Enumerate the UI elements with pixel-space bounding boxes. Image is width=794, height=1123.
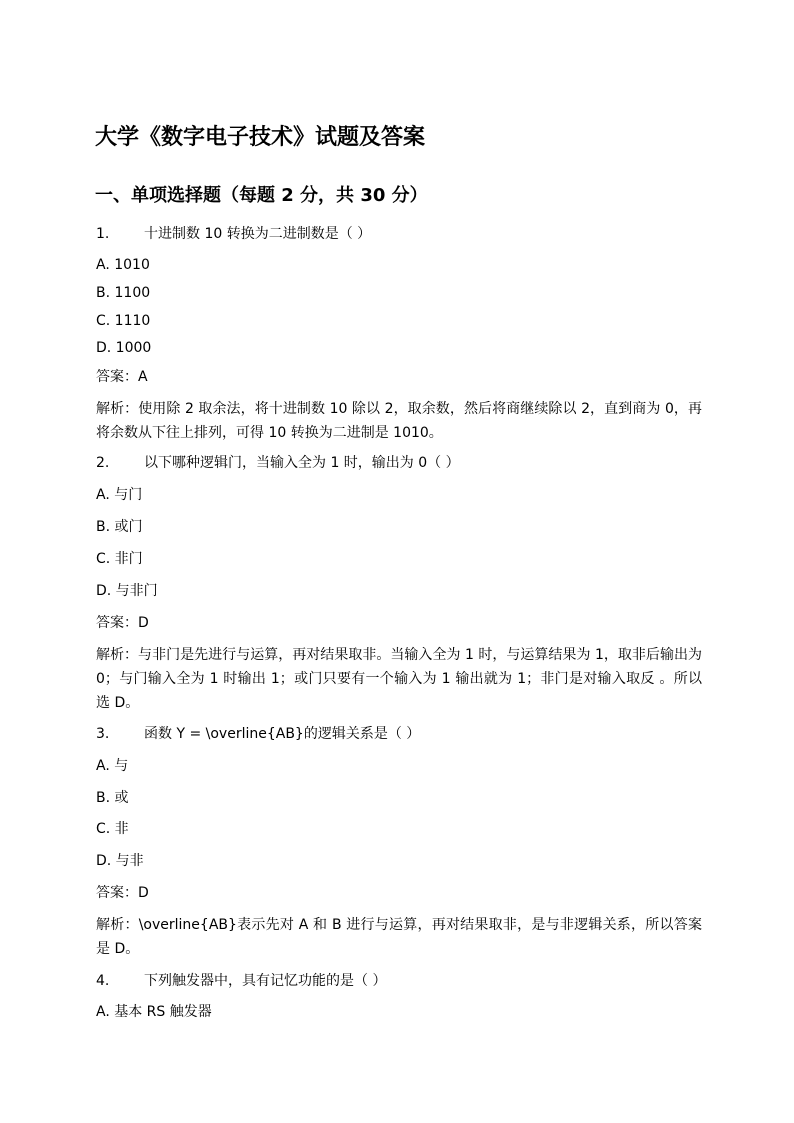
section-heading: 一、单项选择题（每题 2 分，共 30 分） xyxy=(95,185,428,206)
question-text: 十进制数 10 转换为二进制数是（ ） xyxy=(144,226,372,242)
question-text: 下列触发器中，具有记忆功能的是（ ） xyxy=(144,973,387,989)
question-1-explanation: 解析：使用除 2 取余法，将十进制数 10 除以 2，取余数，然后将商继续除以 2，直到商为 0，再将余数从下往上排列，可得 10 转换为二进制是 1010。 xyxy=(96,401,702,441)
document-title: 大学《数字电子技术》试题及答案 xyxy=(95,125,426,150)
question-1-option-c: C. 1110 xyxy=(96,313,151,329)
question-3-option-d: D. 与非 xyxy=(96,853,144,869)
question-1-option-a: A. 1010 xyxy=(96,257,150,273)
question-1-answer: 答案：A xyxy=(96,369,148,385)
question-2-answer: 答案：D xyxy=(96,615,149,631)
question-number: 2. xyxy=(96,455,110,471)
question-4-option-a: A. 基本 RS 触发器 xyxy=(96,1004,212,1020)
question-text: 以下哪种逻辑门，当输入全为 1 时，输出为 0（ ） xyxy=(144,455,460,471)
question-4-stem xyxy=(96,970,386,992)
question-3-explanation: 解析：\overline{AB}表示先对 A 和 B 进行与运算，再对结果取非，是与非逻辑关系，所以答案是 D。 xyxy=(96,917,702,957)
question-2-option-b: B. 或门 xyxy=(96,519,143,535)
question-2-option-a: A. 与门 xyxy=(96,487,143,503)
question-2-option-d: D. 与非门 xyxy=(96,583,158,599)
question-3-option-a: A. 与 xyxy=(96,758,129,774)
question-3-option-c: C. 非 xyxy=(96,821,129,837)
question-3-answer: 答案：D xyxy=(96,885,149,901)
question-number: 1. xyxy=(96,226,110,242)
question-1-stem xyxy=(96,223,371,245)
question-2-explanation: 解析：与非门是先进行与运算，再对结果取非。当输入全为 1 时，与运算结果为 1，取非后输出为 0；与门输入全为 1 时输出 1；或门只要有一个输入为 1 输出就为 1；非门是对输入取反 。所以选 D。 xyxy=(96,647,702,711)
question-text: 函数 Y = \overline{AB}的逻辑关系是（ ） xyxy=(144,726,421,742)
question-1-option-d: D. 1000 xyxy=(96,340,152,356)
question-number: 4. xyxy=(96,973,110,989)
question-2-option-c: C. 非门 xyxy=(96,551,143,567)
question-number: 3. xyxy=(96,726,110,742)
question-3-stem xyxy=(96,723,420,745)
question-1-option-b: B. 1100 xyxy=(96,285,151,301)
question-2-stem xyxy=(96,452,460,474)
question-3-option-b: B. 或 xyxy=(96,790,129,806)
